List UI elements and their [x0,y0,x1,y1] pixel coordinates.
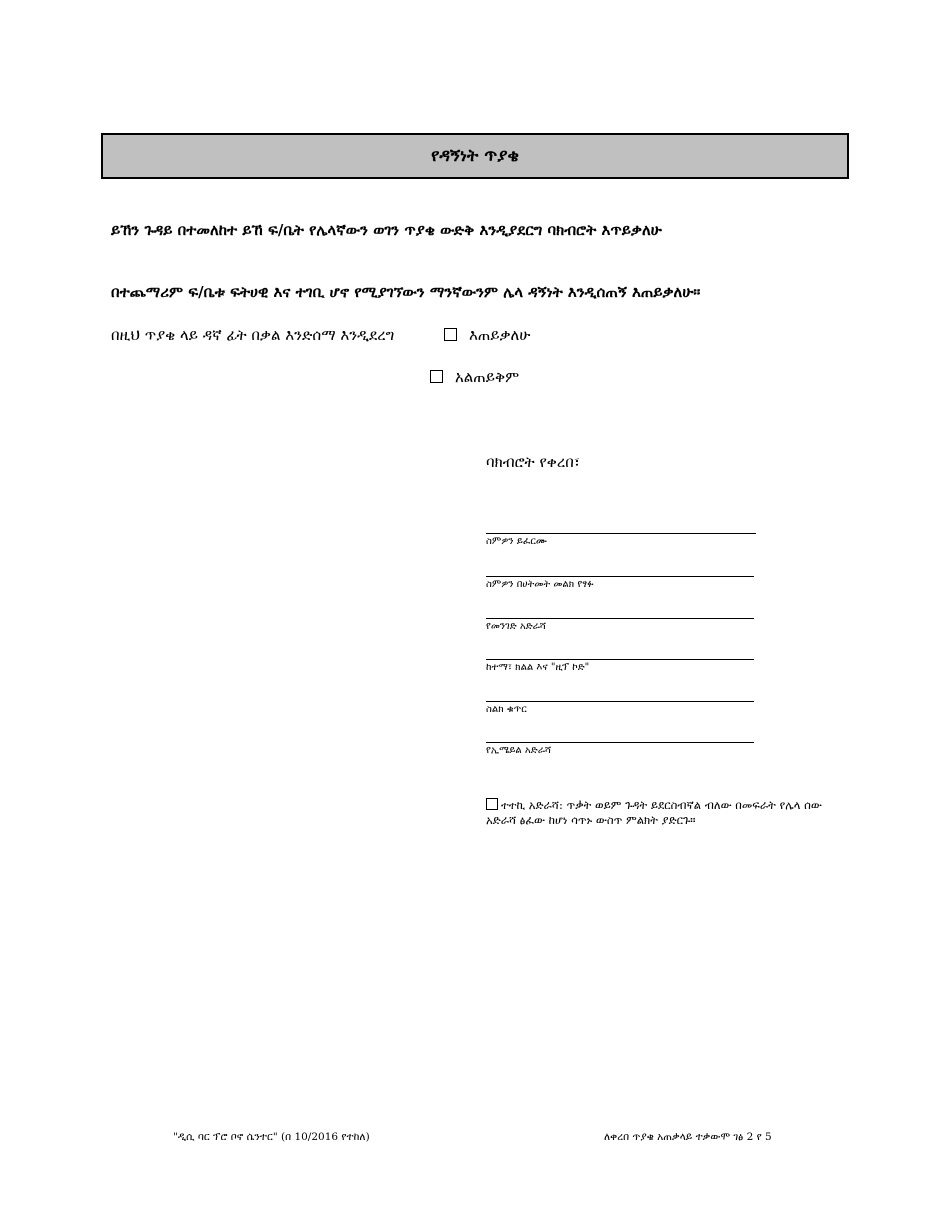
signature-field[interactable] [486,533,754,547]
signature-line[interactable] [486,533,756,534]
phone-number-line[interactable] [486,701,754,702]
phone-number-label: ስልክ ቁጥር [486,704,527,715]
respectfully-submitted-label: ባክብሮት የቀረበ፣ [486,453,580,471]
signature-label: ስምዎን ይፈርሙ [486,536,547,547]
city-state-zip-field[interactable] [486,659,754,673]
email-address-line[interactable] [486,742,754,743]
substitute-address-note [486,798,836,828]
request-paragraph-2: በተጨማሪም ፍ/ቤቱ ፍትሀዊ እና ተገቢ ሆኖ የሚያገኘውን ማንኛውንም ሌላ ዳኝነት እንዲሰጠኝ እጠይቃለሁ። [111,283,701,301]
option-request-hearing[interactable] [444,326,530,344]
request-hearing-checkbox[interactable] [444,328,457,341]
footer-source: "ዲሲ ባር ፕሮ ቦኖ ሴንተር" (በ 10/2016 የተከለ) [173,1131,370,1143]
page-title [101,133,849,179]
option-request-hearing-label: እጠይቃለሁ [469,326,531,344]
hearing-request-text: በዚህ ጥያቄ ላይ ዳኛ ፊት በቃል እንድሰማ እንዲደረግ [111,326,395,344]
printed-name-label: ስምዎን በሀትመት መልክ የፃፉ [486,579,594,590]
street-address-line[interactable] [486,618,754,619]
street-address-label: የመንገድ አድራሻ [486,621,547,632]
request-paragraph-1: ይኸን ጉዳይ በተመለከተ ይኸ ፍ/ቤት የሌላኛውን ወገን ጥያቄ ውድቅ እንዲያደርግ ባክብሮት እጥይቃለሁ [111,221,662,239]
page-title-text: የዳኝነት ጥያቄ [431,146,519,166]
substitute-address-checkbox[interactable] [486,798,498,810]
footer-page-info: ለቀረበ ጥያቄ አጠቃላይ ተቃውሞ ገፅ 2 የ 5 [604,1131,772,1143]
printed-name-field[interactable] [486,576,754,590]
option-no-hearing[interactable] [430,368,519,386]
street-address-field[interactable] [486,618,754,632]
option-no-hearing-label: አልጠይቅም [455,368,520,386]
city-state-zip-label: ከተማ፣ ክልል እና "ዚፕ ኮድ" [486,662,590,673]
no-hearing-checkbox[interactable] [430,370,443,383]
email-address-label: የኢሜይል አድራሻ [486,745,552,756]
city-state-zip-line[interactable] [486,659,754,660]
email-address-field[interactable] [486,742,754,756]
substitute-address-text: ተተኪ አድራሻ: ጥቃት ወይም ጉዳት ይደርስብኛል ብለው በመፍራት የሌላ ሰው አድራሻ ፅፈው ከሆነ ሳጥኑ ውስጥ ምልክት ያድርጉ። [486,798,822,827]
printed-name-line[interactable] [486,576,754,577]
phone-number-field[interactable] [486,701,754,715]
